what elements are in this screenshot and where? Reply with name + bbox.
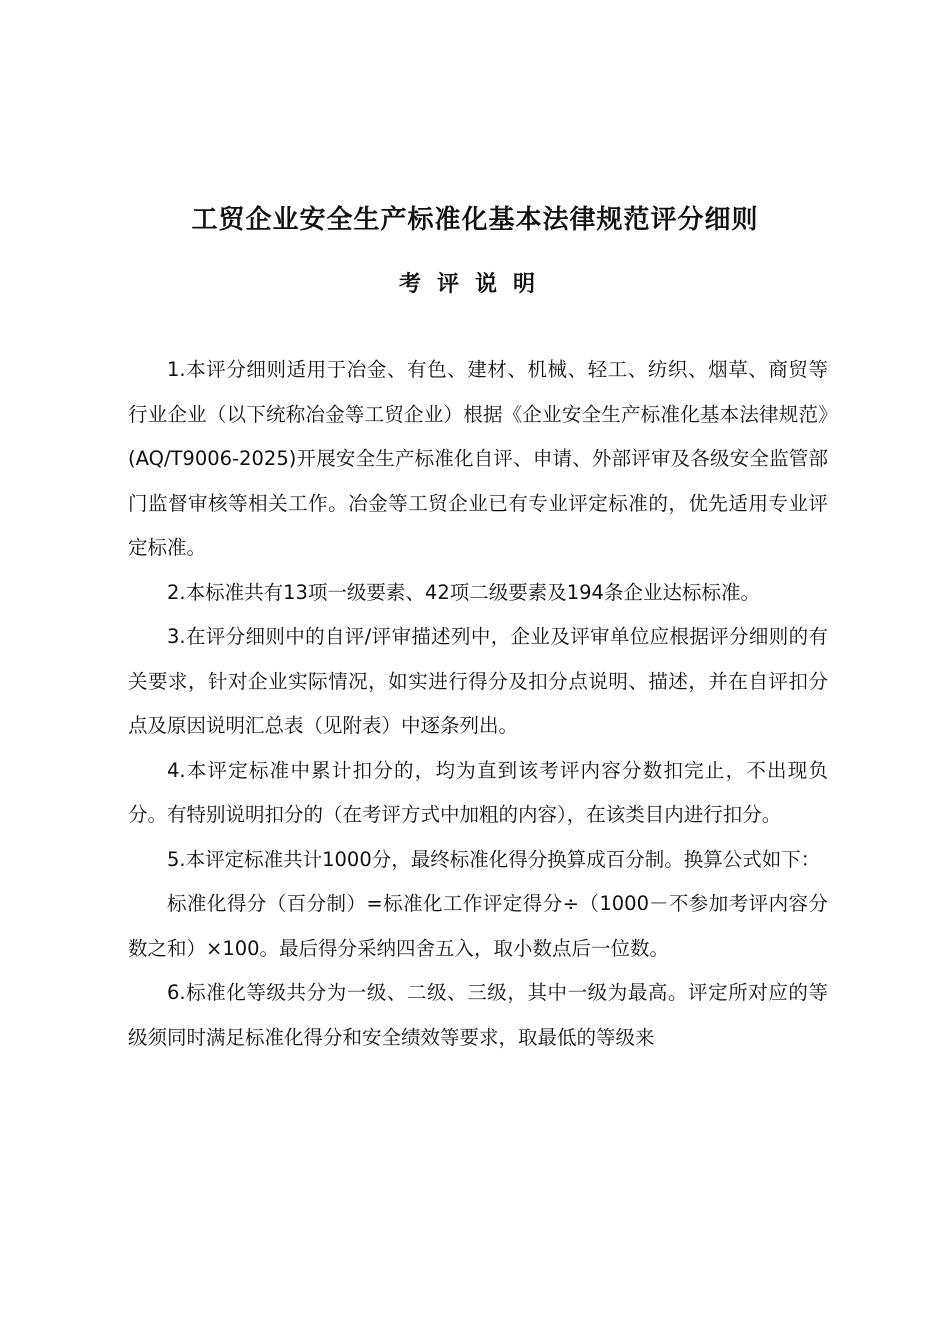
paragraph-1: 1.本评分细则适用于冶金、有色、建材、机械、轻工、纺织、烟草、商贸等行业企业（以下统称冶金等工贸企业）根据《企业安全生产标准化基本法律规范》(AQ/T9006-2025)开展安全生产标准化自评、申请、外部评审及各级安全监管部门监督审核等相关工作。冶金等工贸企业已有专业评定标准的，优先适用专业评定标准。 — [128, 358, 828, 559]
paragraph-3: 3.在评分细则中的自评/评审描述列中，企业及评审单位应根据评分细则的有关要求，针对企业实际情况，如实进行得分及扣分点说明、描述，并在自评扣分点及原因说明汇总表（见附表）中逐条列出。 — [128, 625, 828, 737]
document-subtitle: 考评说明 — [398, 271, 551, 297]
document-title: 工贸企业安全生产标准化基本法律规范评分细则 — [191, 205, 759, 235]
paragraph-2: 2.本标准共有13项一级要素、42项二级要素及194条企业达标标准。 — [167, 580, 760, 604]
paragraph-5: 5.本评定标准共计1000分，最终标准化得分换算成百分制。换算公式如下： — [167, 847, 821, 871]
paragraph-6: 6.标准化等级共分为一级、二级、三级，其中一级为最高。评定所对应的等级须同时满足标准化得分和安全绩效等要求，取最低的等级来 — [128, 981, 828, 1049]
document-body — [128, 348, 828, 1060]
paragraph-4: 4.本评定标准中累计扣分的，均为直到该考评内容分数扣完止，不出现负分。有特别说明扣分的（在考评方式中加粗的内容），在该类目内进行扣分。 — [128, 758, 828, 826]
formula-paragraph: 标准化得分（百分制）=标准化工作评定得分÷（1000－不参加考评内容分数之和）×100。最后得分采纳四舍五入，取小数点后一位数。 — [128, 892, 828, 960]
